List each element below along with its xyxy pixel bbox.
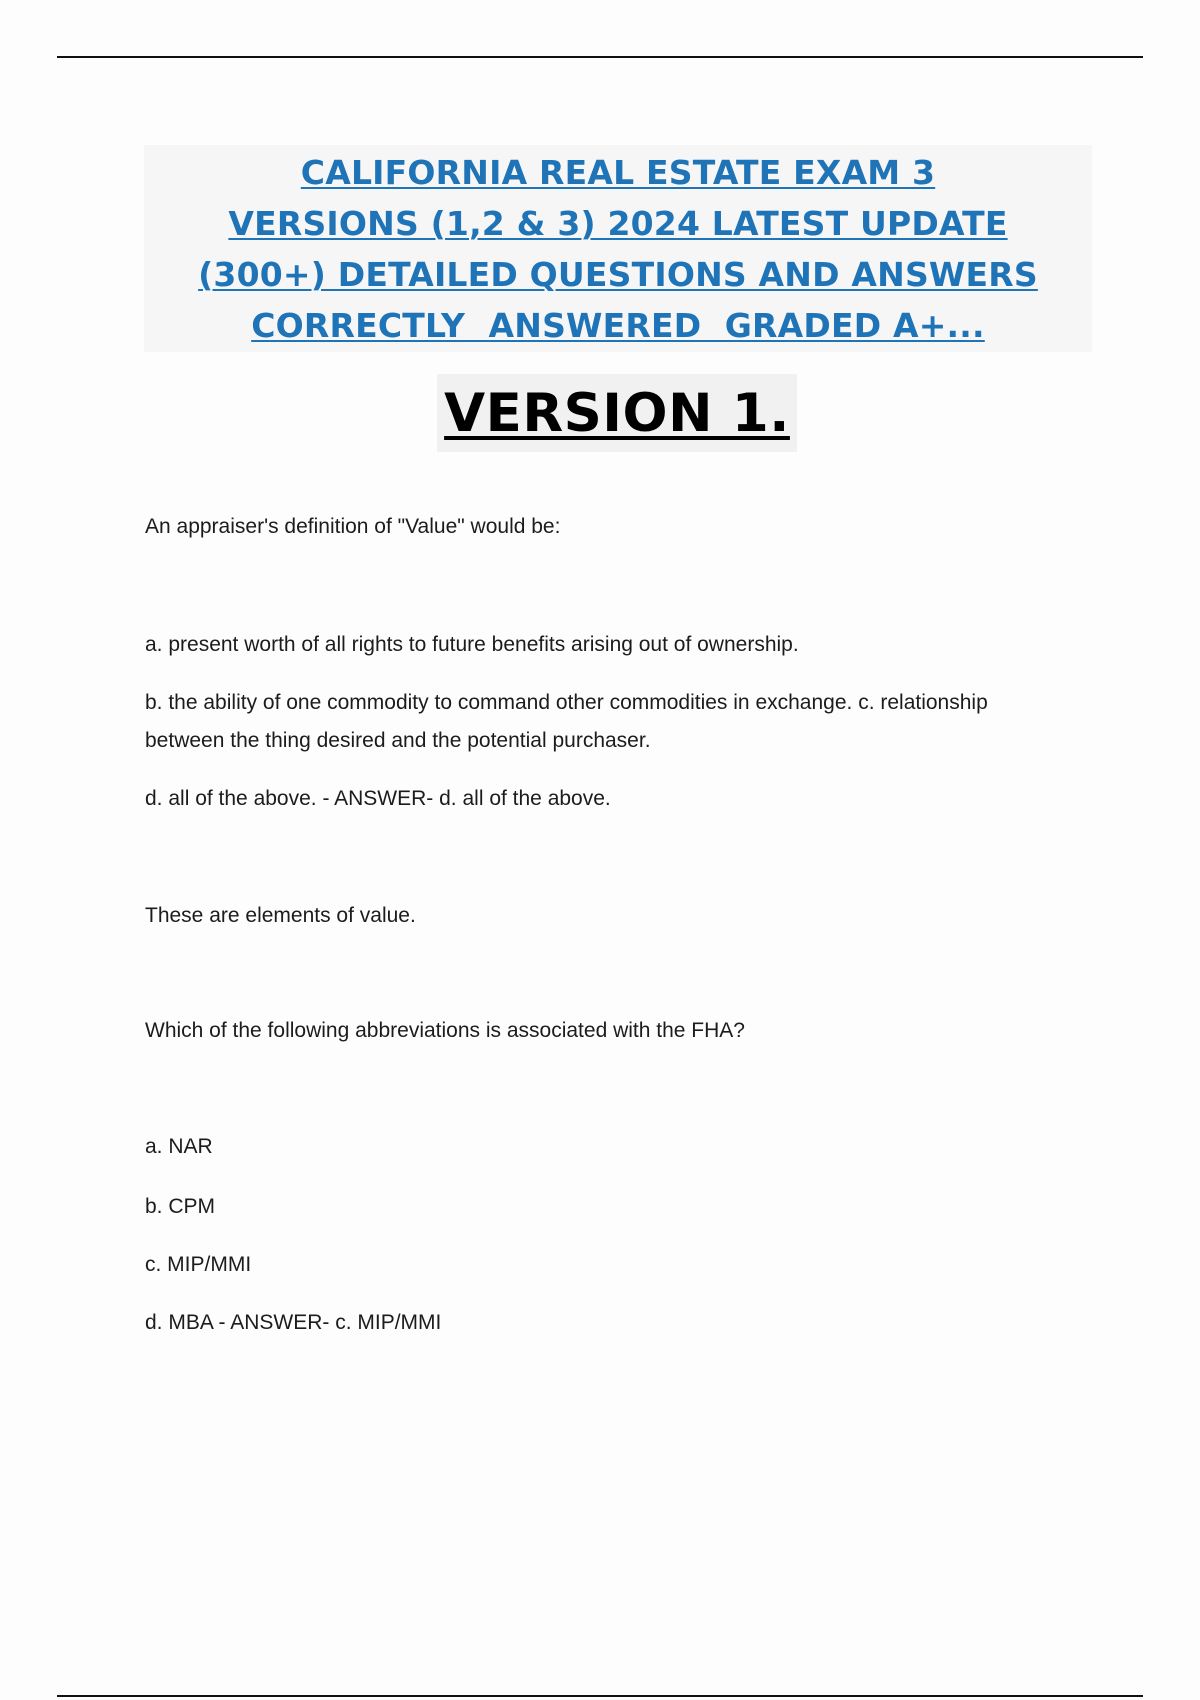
document-title-block: [144, 145, 1092, 352]
question-1-option-a: a. present worth of all rights to future benefits arising out of ownership.: [145, 633, 799, 656]
version-heading-block: [437, 374, 797, 452]
document-title-line-2: VERSIONS (1,2 & 3) 2024 LATEST UPDATE: [228, 203, 1008, 243]
question-2-option-b: b. CPM: [145, 1195, 216, 1218]
question-2-option-c: c. MIP/MMI: [145, 1253, 252, 1276]
version-heading: VERSION 1.: [444, 382, 790, 444]
question-1-explanation: These are elements of value.: [145, 904, 416, 927]
question-2-option-a: a. NAR: [145, 1135, 213, 1158]
question-1-prompt: An appraiser's definition of "Value" would be:: [145, 515, 561, 538]
document-title-line-1: CALIFORNIA REAL ESTATE EXAM 3: [300, 152, 936, 192]
question-1-answer: d. all of the above. - ANSWER- d. all of the above.: [145, 787, 611, 810]
bottom-rule: [57, 1695, 1143, 1697]
question-2-answer: d. MBA - ANSWER- c. MIP/MMI: [145, 1311, 442, 1334]
document-title-line-4: CORRECTLY ANSWERED GRADED A+...: [251, 305, 985, 345]
question-1-option-b-line-2: between the thing desired and the potential purchaser.: [145, 729, 651, 752]
document-title-line-3: (300+) DETAILED QUESTIONS AND ANSWERS: [198, 254, 1038, 294]
question-2-prompt: Which of the following abbreviations is associated with the FHA?: [145, 1019, 745, 1042]
question-1-option-b-line-1: b. the ability of one commodity to command other commodities in exchange. c. relationship: [145, 691, 988, 714]
top-rule: [57, 56, 1143, 58]
